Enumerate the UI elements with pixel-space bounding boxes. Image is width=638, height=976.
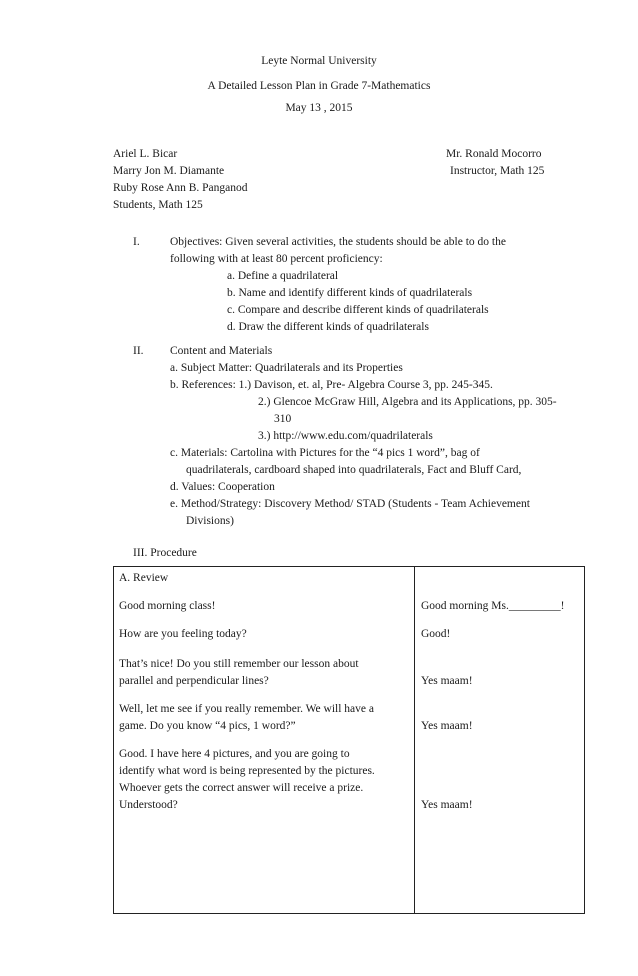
teacher-greeting: Good morning class!: [119, 600, 216, 612]
students-role: Students, Math 125: [113, 199, 203, 211]
student-remember-answer: Yes maam!: [421, 675, 473, 687]
objective-item-d: d. Draw the different kinds of quadrilaterals: [227, 321, 429, 333]
objectives-line-1: Objectives: Given several activities, the students should be able to do the: [170, 236, 506, 248]
student-greeting: Good morning Ms._________!: [421, 600, 565, 612]
student-feeling-answer: Good!: [421, 628, 451, 640]
content-heading: Content and Materials: [170, 345, 273, 357]
materials-line-1: c. Materials: Cartolina with Pictures for the “4 pics 1 word”, bag of: [170, 447, 480, 459]
procedure-heading: III. Procedure: [133, 547, 197, 559]
student-name-1: Ariel L. Bicar: [113, 148, 178, 160]
teacher-remember-line-1: That’s nice! Do you still remember our lesson about: [119, 658, 359, 670]
column-divider: [414, 567, 415, 913]
procedure-table: [113, 566, 585, 914]
method-line-1: e. Method/Strategy: Discovery Method/ STAD (Students - Team Achievement: [170, 498, 530, 510]
instructor-role: Instructor, Math 125: [450, 165, 545, 177]
instructor-name: Mr. Ronald Mocorro: [446, 148, 542, 160]
teacher-game-line-2: game. Do you know “4 pics, 1 word?”: [119, 720, 296, 732]
student-name-3: Ruby Rose Ann B. Panganod: [113, 182, 248, 194]
student-name-2: Marry Jon M. Diamante: [113, 165, 225, 177]
university-name: Leyte Normal University: [261, 55, 377, 67]
teacher-remember-line-2: parallel and perpendicular lines?: [119, 675, 269, 687]
student-game-answer: Yes maam!: [421, 720, 473, 732]
teacher-pics-line-2: identify what word is being represented by the pictures.: [119, 765, 375, 777]
objective-item-a: a. Define a quadrilateral: [227, 270, 339, 282]
materials-line-2: quadrilaterals, cardboard shaped into quadrilaterals, Fact and Bluff Card,: [186, 464, 522, 476]
lesson-date: May 13 , 2015: [285, 102, 353, 114]
values: d. Values: Cooperation: [170, 481, 275, 493]
method-line-2: Divisions): [186, 515, 234, 527]
teacher-pics-line-4: Understood?: [119, 799, 178, 811]
teacher-pics-line-3: Whoever gets the correct answer will receive a prize.: [119, 782, 364, 794]
content-numeral: II.: [133, 345, 144, 357]
review-section-label: A. Review: [119, 572, 169, 584]
subject-matter: a. Subject Matter: Quadrilaterals and its Properties: [170, 362, 403, 374]
objectives-numeral: I.: [133, 236, 140, 248]
student-understood-answer: Yes maam!: [421, 799, 473, 811]
reference-3: 3.) http://www.edu.com/quadrilaterals: [258, 430, 433, 442]
objective-item-c: c. Compare and describe different kinds of quadrilaterals: [227, 304, 489, 316]
reference-1: b. References: 1.) Davison, et. al, Pre- Algebra Course 3, pp. 245-345.: [170, 379, 493, 391]
objectives-line-2: following with at least 80 percent proficiency:: [170, 253, 383, 265]
teacher-game-line-1: Well, let me see if you really remember. We will have a: [119, 703, 374, 715]
reference-2-cont: 310: [274, 413, 292, 425]
teacher-feeling-question: How are you feeling today?: [119, 628, 247, 640]
teacher-pics-line-1: Good. I have here 4 pictures, and you are going to: [119, 748, 350, 760]
lesson-plan-title: A Detailed Lesson Plan in Grade 7-Mathematics: [207, 80, 431, 92]
reference-2: 2.) Glencoe McGraw Hill, Algebra and its Applications, pp. 305-: [258, 396, 557, 408]
objective-item-b: b. Name and identify different kinds of quadrilaterals: [227, 287, 473, 299]
